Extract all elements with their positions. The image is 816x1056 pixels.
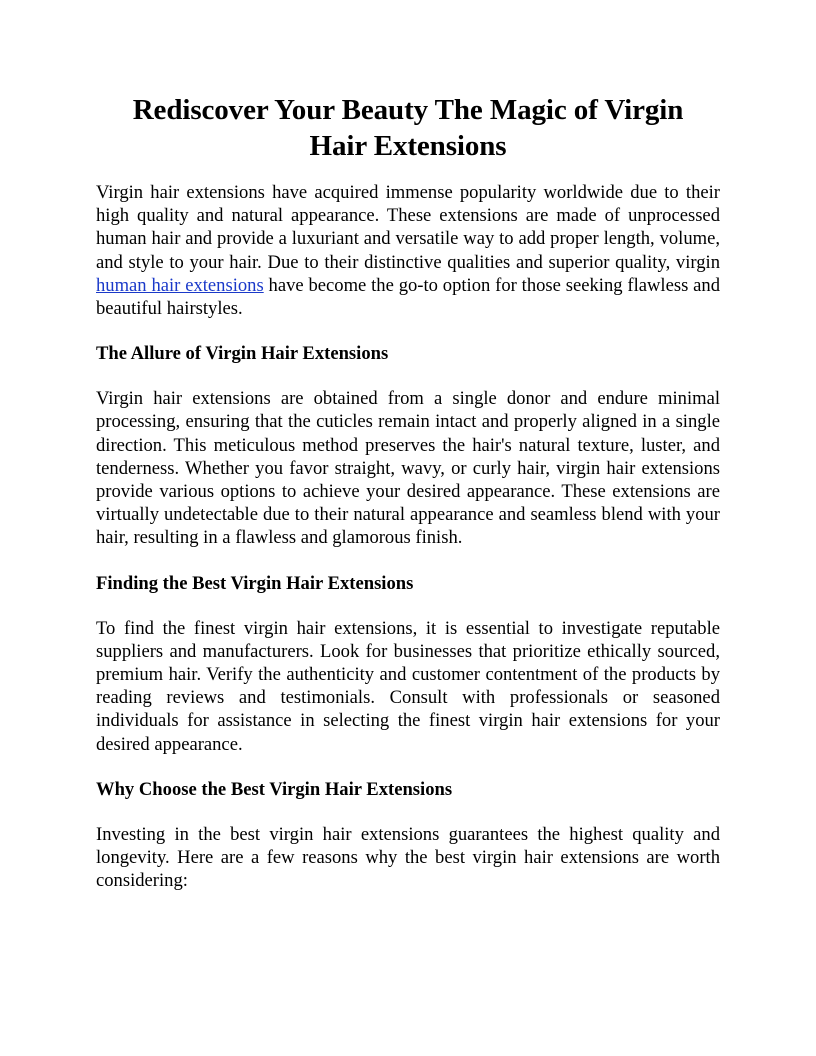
section-heading-why-choose: Why Choose the Best Virgin Hair Extensions <box>96 778 453 800</box>
intro-paragraph <box>96 181 720 320</box>
section-body-allure: Virgin hair extensions are obtained from a single donor and endure minimal processing, ensuring that the cuticles remain intact and properly aligned in a single direction. This meticulous method preserves the hair's natural texture, luster, and tenderness. Whether you favor straight, wavy, or curly hair, virgin hair extensions provide various options to achieve your desired appearance. These extensions are virtually undetectable due to their natural appearance and seamless blend with your hair, resulting in a flawless and glamorous finish. <box>96 388 720 549</box>
document-page <box>96 92 720 892</box>
section-body-finding: To find the finest virgin hair extensions, it is essential to investigate reputable suppliers and manufacturers. Look for businesses that prioritize ethically sourced, premium hair. Verify the authenticity and customer contentment of the products by reading reviews and testimonials. Consult with professionals or seasoned individuals for assistance in selecting the finest virgin hair extensions for your desired appearance. <box>96 617 720 755</box>
human-hair-extensions-link[interactable]: human hair extensions <box>96 274 264 296</box>
document-title <box>96 92 720 164</box>
section-body-why-choose: Investing in the best virgin hair extensions guarantees the highest quality and longevity. Here are a few reasons why the best virgin hair extensions are worth considering: <box>96 823 720 892</box>
title-line-2: Hair Extensions <box>309 130 507 162</box>
intro-text-before-link: Virgin hair extensions have acquired immense popularity worldwide due to their high quality and natural appearance. These extensions are made of unprocessed human hair and provide a luxuriant and versatile way to add proper length, volume, and style to your hair. Due to their distinctive qualities and superior quality, virgin <box>96 182 720 273</box>
intro-text-after-link: have become the go-to option for those seeking flawless and beautiful hairstyles. <box>96 274 721 320</box>
section-heading-allure: The Allure of Virgin Hair Extensions <box>96 343 389 365</box>
title-line-1: Rediscover Your Beauty The Magic of Virgin <box>132 94 684 126</box>
section-heading-finding: Finding the Best Virgin Hair Extensions <box>96 572 414 594</box>
